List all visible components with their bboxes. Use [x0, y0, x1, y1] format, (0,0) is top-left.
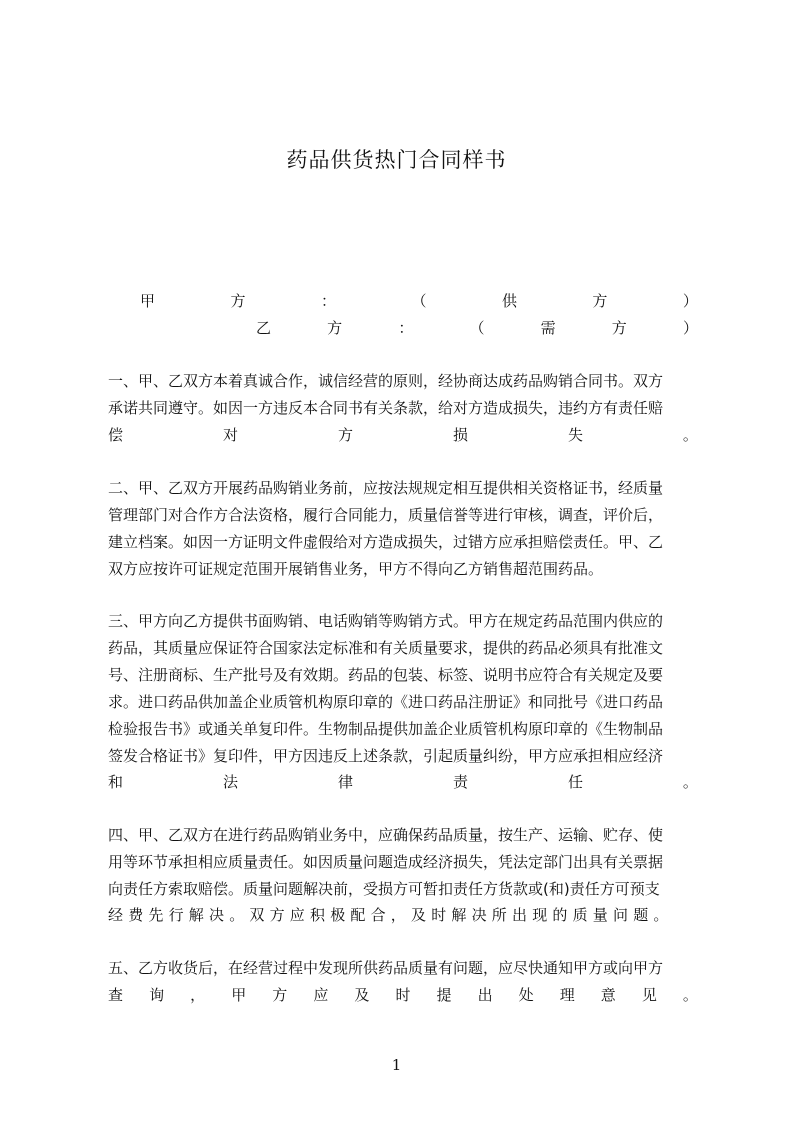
party-b-char: （ [469, 319, 485, 337]
section-5-last-line [108, 986, 698, 1004]
section-3-line: 号、注册商标、生产批号及有效期。药品的包装、标签、说明书应符合有关规定及要 [108, 666, 664, 684]
section-5-line: 五、乙方收货后，在经营过程中发现所供药品质量有问题，应尽快通知甲方或向甲方 [108, 959, 664, 977]
section-3-last-line [108, 773, 698, 791]
section-4-line: 经费先行解决。双方应积极配合，及时解决所出现的质量问题。 [108, 906, 674, 924]
section-4-line: 用等环节承担相应质量责任。如因质量问题造成经济损失，凭法定部门出具有关票据 [108, 853, 664, 871]
party-a-char: 供 [501, 292, 517, 310]
spread-char: 意 [600, 986, 616, 1004]
spread-char: 偿 [108, 426, 124, 444]
section-3-line: 三、甲方向乙方提供书面购销、电话购销等购销方式。甲方在规定药品范围内供应的 [108, 612, 664, 630]
party-b-char: 方 [327, 319, 343, 337]
spread-char: 查 [108, 986, 124, 1004]
section-3-line: 药品，其质量应保证符合国家法定标准和有关质量要求，提供的药品必须具有批准文 [108, 639, 664, 657]
spread-char: 应 [313, 986, 329, 1004]
spread-char: 时 [395, 986, 411, 1004]
party-a-line [140, 292, 698, 310]
section-4-line: 四、甲、乙双方在进行药品购销业务中，应确保药品质量，按生产、运输、贮存、使 [108, 826, 664, 844]
spread-char: 理 [559, 986, 575, 1004]
document-title: 药品供货热门合同样书 [286, 148, 507, 172]
party-b-char: ： [398, 319, 414, 337]
party-b-line [256, 319, 698, 337]
spread-char: 及 [354, 986, 370, 1004]
party-a-char: 甲 [140, 292, 156, 310]
section-2-line: 建立档案。如因一方证明文件虚假给对方造成损失，过错方应承担赔偿责任。甲、乙 [108, 533, 664, 551]
spread-char: 律 [337, 773, 353, 791]
spread-char: 方 [272, 986, 288, 1004]
section-2-line: 双方应按许可证规定范围开展销售业务，甲方不得向乙方销售超范围药品。 [108, 560, 604, 578]
spread-char: 出 [477, 986, 493, 1004]
spread-char: 询 [149, 986, 165, 1004]
section-3-line: 检验报告书》或通关单复印件。生物制品提供加盖企业质管机构原印章的《生物制品 [108, 720, 664, 738]
party-b-char: ） [682, 319, 698, 337]
section-4-line: 向责任方索取赔偿。质量问题解决前，受损方可暂扣责任方货款或(和)责任方可预支 [108, 880, 660, 898]
section-3-line: 求。进口药品供加盖企业质管机构原印章的《进口药品注册证》和同批号《进口药品 [108, 693, 664, 711]
spread-char: 方 [337, 426, 353, 444]
section-2-line: 管理部门对合作方合法资格，履行合同能力，质量信誉等进行审核，调查，评价后， [108, 506, 664, 524]
spread-char: 见 [641, 986, 657, 1004]
spread-char: 甲 [231, 986, 247, 1004]
spread-char: 对 [222, 426, 238, 444]
party-b-char: 方 [611, 319, 627, 337]
spread-char: 处 [518, 986, 534, 1004]
party-b-char: 需 [540, 319, 556, 337]
spread-char: 和 [108, 773, 124, 791]
section-1-line: 一、甲、乙双方本着真诚合作，诚信经营的原则，经协商达成药品购销合同书。双方 [108, 372, 664, 390]
party-a-char: ： [320, 292, 336, 310]
spread-char: ， [190, 986, 206, 1004]
section-2-line: 二、甲、乙双方开展药品购销业务前，应按法规规定相互提供相关资格证书，经质量 [108, 479, 664, 497]
page-number: 1 [391, 1056, 402, 1074]
spread-char: 。 [682, 986, 698, 1004]
spread-char: 任 [567, 773, 583, 791]
section-1-line: 承诺共同遵守。如因一方违反本合同书有关条款，给对方造成损失，违约方有责任赔 [108, 399, 664, 417]
spread-char: 。 [682, 773, 698, 791]
spread-char: 提 [436, 986, 452, 1004]
spread-char: 法 [222, 773, 238, 791]
spread-char: 责 [452, 773, 468, 791]
spread-char: 。 [682, 426, 698, 444]
party-a-char: 方 [592, 292, 608, 310]
party-a-char: 方 [230, 292, 246, 310]
party-a-char: ） [682, 292, 698, 310]
party-b-char: 乙 [256, 319, 272, 337]
spread-char: 失 [567, 426, 583, 444]
party-a-char: （ [411, 292, 427, 310]
spread-char: 损 [452, 426, 468, 444]
section-1-last-line [108, 426, 698, 444]
section-3-line: 签发合格证书》复印件，甲方因违反上述条款，引起质量纠纷，甲方应承担相应经济 [108, 747, 664, 765]
